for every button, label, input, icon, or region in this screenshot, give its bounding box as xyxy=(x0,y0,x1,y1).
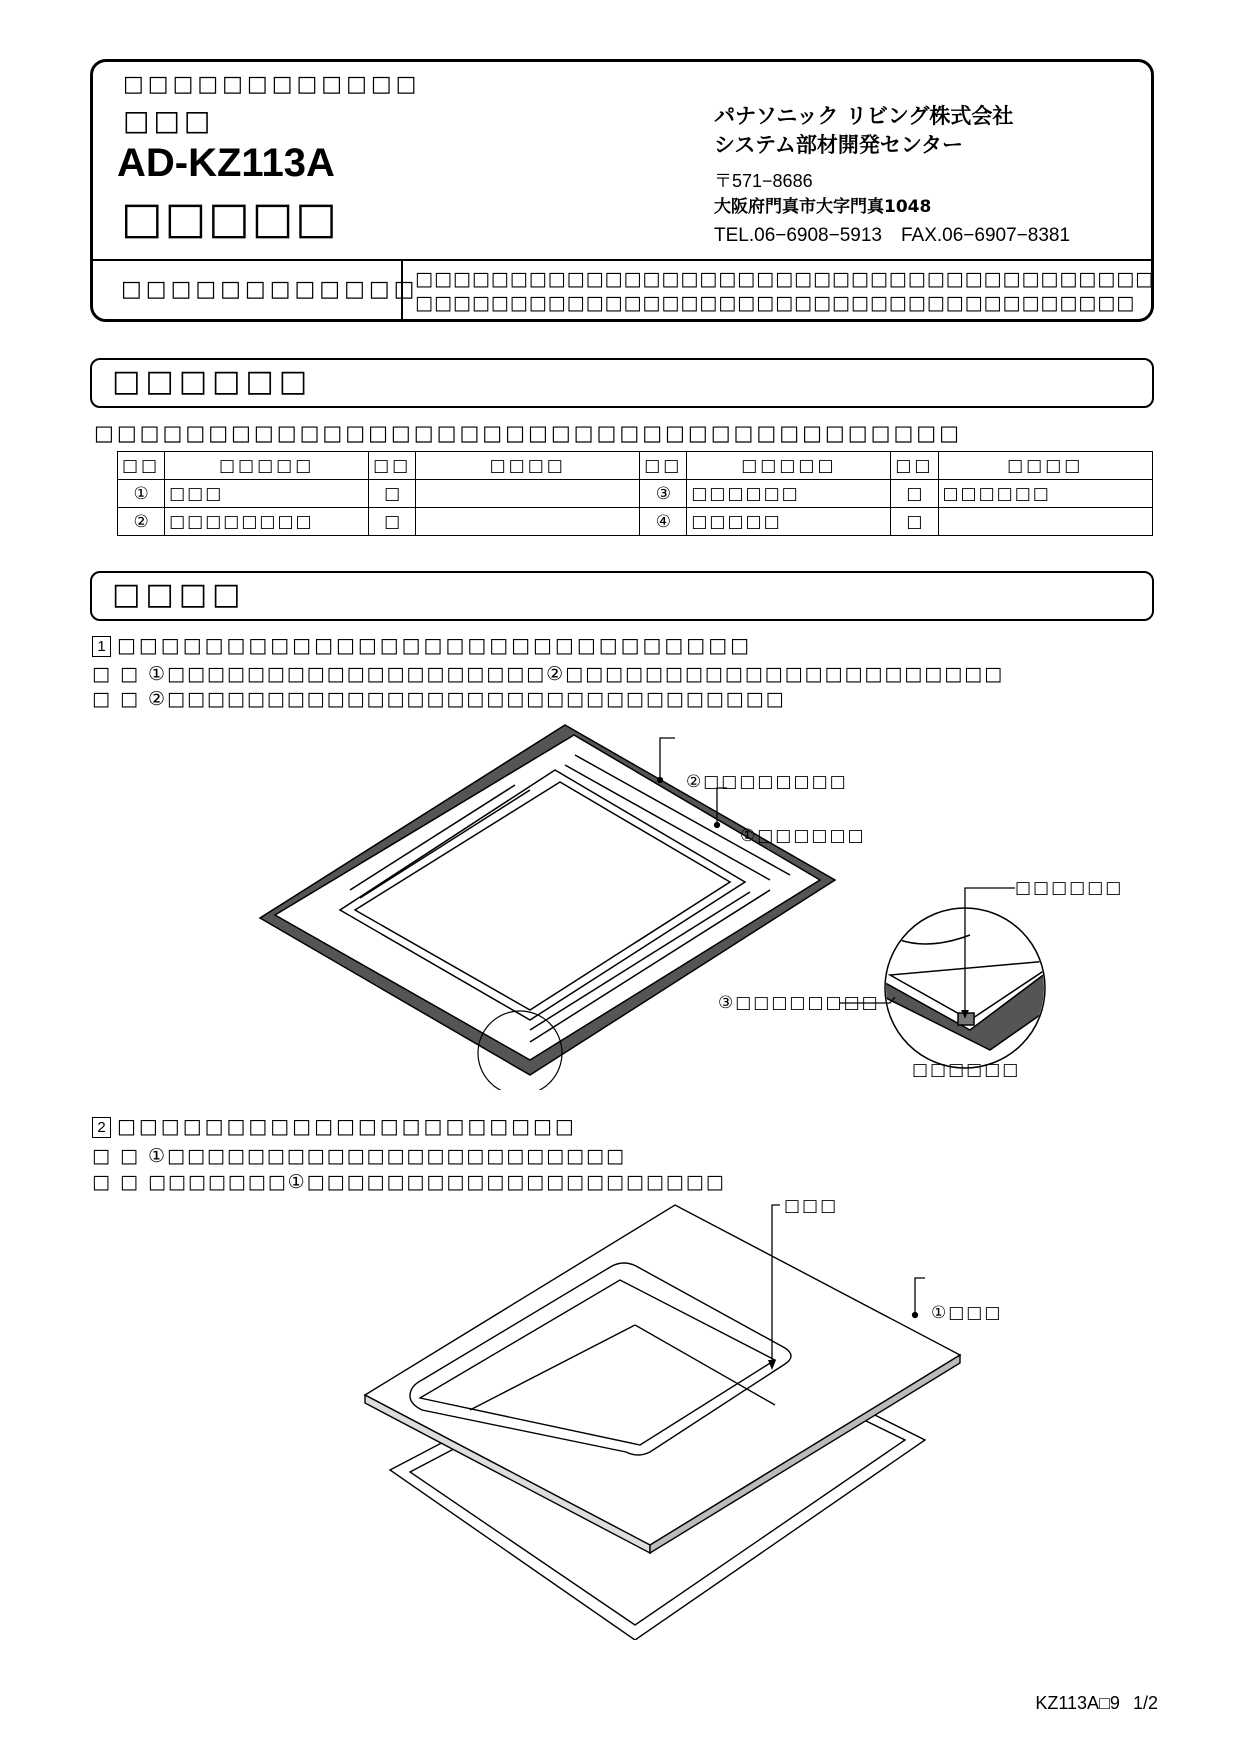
table-cell: □ xyxy=(891,480,938,508)
step-2-line-2: □ □ □□□□□□□①□□□□□□□□□□□□□□□□□□□□□ xyxy=(92,1171,726,1193)
note-line-2: □□□□□□□□□□□□□□□□□□□□□□□□□□□□□□□□□□□□□□ xyxy=(415,292,1136,314)
table-row xyxy=(118,508,1153,536)
callout-frame-part: ②□□□□□□□□ xyxy=(686,772,848,792)
table-cell: □□□□□ xyxy=(687,508,891,536)
table-cell: □ xyxy=(891,508,938,536)
postal-code: 〒571−8686 xyxy=(714,171,813,191)
parts-section-title: □□□□□□ xyxy=(112,364,313,399)
step-2-lid-illustration xyxy=(350,1200,1010,1640)
table-cell: □□□□□□□□ xyxy=(165,508,369,536)
col-header: □□□□ xyxy=(938,452,1153,480)
table-cell: □ xyxy=(369,480,416,508)
contact-numbers: TEL.06−6908−5913 FAX.06−6907−8381 xyxy=(714,225,1071,246)
step-2-number: 2 xyxy=(92,1117,111,1138)
document-type: □□□□□ xyxy=(121,193,339,244)
callout-lid-part: ①□□□□□□ xyxy=(740,826,866,846)
step-2-line-1: □ □ ①□□□□□□□□□□□□□□□□□□□□□□□ xyxy=(92,1145,626,1167)
parts-table xyxy=(117,451,1153,536)
col-header: □□□□ xyxy=(416,452,640,480)
col-header: □□ xyxy=(118,452,165,480)
table-cell xyxy=(416,508,640,536)
table-cell: □□□□□□ xyxy=(938,480,1153,508)
header-divider xyxy=(90,259,1154,261)
table-cell: □□□□□□ xyxy=(687,480,891,508)
col-header: □□ xyxy=(640,452,687,480)
note-label: □□□□□□□□□□□□ xyxy=(121,277,419,302)
header-subtitle-mid: □□□ xyxy=(123,104,215,137)
table-cell: □□□ xyxy=(165,480,369,508)
table-cell xyxy=(416,480,640,508)
step-2-heading: □□□□□□□□□□□□□□□□□□□□□ xyxy=(117,1114,577,1138)
page-number: 1/2 xyxy=(1132,1693,1158,1713)
col-header: □□ xyxy=(369,452,416,480)
zoom-detail xyxy=(870,908,1090,1068)
table-cell: ② xyxy=(118,508,165,536)
page-footer xyxy=(1035,1693,1158,1714)
step-1-line-2: □ □ ②□□□□□□□□□□□□□□□□□□□□□□□□□□□□□□□ xyxy=(92,688,786,710)
table-cell: ① xyxy=(118,480,165,508)
col-header: □□□□□ xyxy=(165,452,369,480)
table-cell xyxy=(938,508,1153,536)
table-cell: ④ xyxy=(640,508,687,536)
callout-lid: ①□□□ xyxy=(931,1303,1003,1323)
parts-intro: □□□□□□□□□□□□□□□□□□□□□□□□□□□□□□□□□□□□□□ xyxy=(94,421,962,445)
header-subtitle-top: □□□□□□□□□□□□ xyxy=(123,72,421,97)
table-cell: ③ xyxy=(640,480,687,508)
callout-tab: □□□□□□ xyxy=(1015,878,1124,898)
procedure-section-title: □□□□ xyxy=(112,577,246,612)
callout-detail-view: □□□□□□ xyxy=(912,1060,1021,1080)
callout-tape: ③□□□□□□□□ xyxy=(718,993,880,1013)
table-row xyxy=(118,480,1153,508)
model-number: AD-KZ113A xyxy=(117,141,335,185)
step-1-number: 1 xyxy=(92,636,111,657)
step-1-line-1: □ □ ①□□□□□□□□□□□□□□□□□□□②□□□□□□□□□□□□□□□□□□□□□□ xyxy=(92,663,1005,685)
procedure-section-header xyxy=(90,571,1154,621)
callout-center: □□□ xyxy=(784,1196,839,1216)
table-cell: □ xyxy=(369,508,416,536)
company-department: システム部材開発センター xyxy=(714,133,964,157)
col-header: □□ xyxy=(891,452,938,480)
address: 大阪府門真市大字門真1048 xyxy=(714,197,932,217)
note-line-1: □□□□□□□□□□□□□□□□□□□□□□□□□□□□□□□□□□□□□□□ xyxy=(415,268,1155,290)
company-name: パナソニック リビング株式会社 xyxy=(714,104,1014,128)
document-code: KZ113A□9 xyxy=(1035,1693,1120,1713)
col-header: □□□□□ xyxy=(687,452,891,480)
table-header-row xyxy=(118,452,1153,480)
step-1-heading: □□□□□□□□□□□□□□□□□□□□□□□□□□□□□ xyxy=(117,633,752,657)
